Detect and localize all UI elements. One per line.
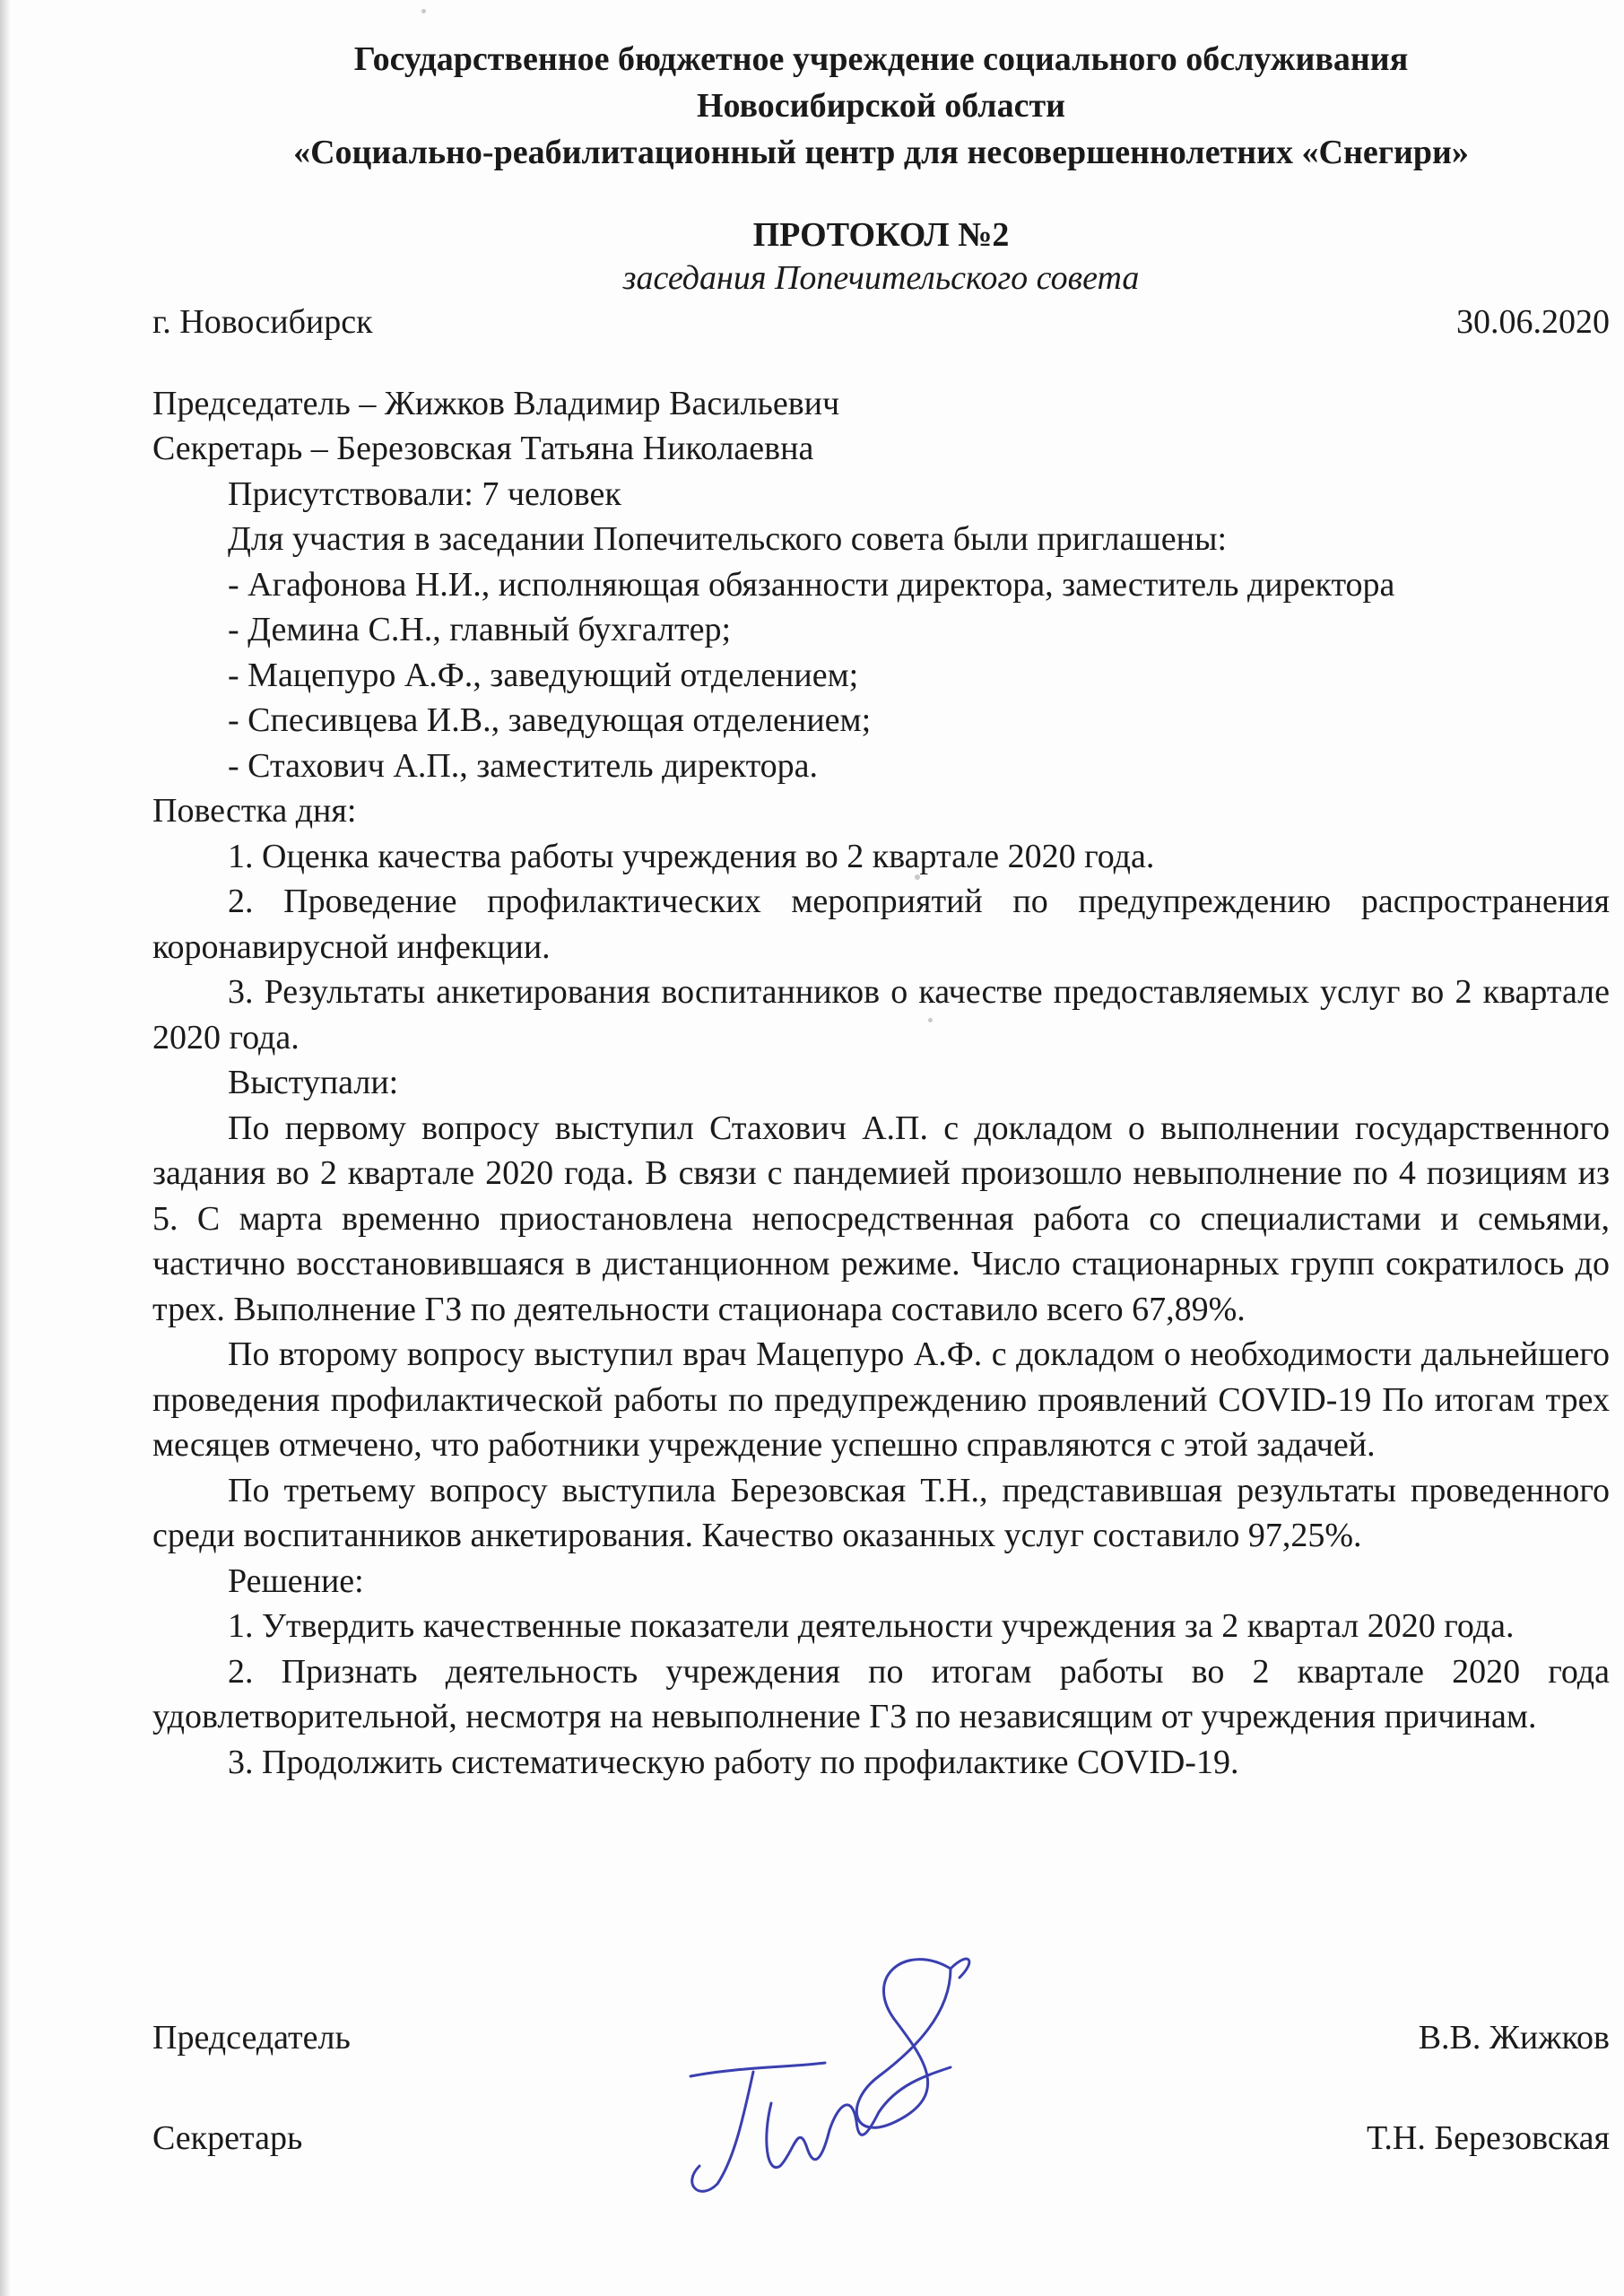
spoke-heading: Выступали: — [228, 1064, 399, 1101]
decision-heading: Решение: — [228, 1561, 364, 1600]
signature-stroke — [690, 2063, 825, 2076]
invited-item: - Агафонова Н.И., исполняющая обязанности директора, заместитель директора — [228, 565, 1395, 604]
invited-item: - Спесивцева И.В., заведующая отделением; — [228, 701, 872, 739]
signature-stroke — [856, 1960, 951, 2128]
place: г. Новосибирск — [152, 303, 373, 341]
present-line: Присутствовали: 7 человек — [228, 474, 621, 513]
document-body — [152, 36, 1610, 1785]
date: 30.06.2020 — [1456, 303, 1610, 341]
chairman-role: Председатель — [152, 2019, 351, 2057]
speech-paragraph: По третьему вопросу выступила Березовская Т.Н., представившая результаты проведенного среди воспитанников анкетирования. Качество оказанных услуг составило 97,25%. — [152, 1471, 1610, 1554]
secretary-line: Секретарь – Березовская Татьяна Николаевна — [152, 430, 814, 467]
header-line: «Социально-реабилитационный центр для несовершеннолетних «Снегири» — [293, 134, 1469, 171]
agenda-heading: Повестка дня: — [152, 792, 357, 830]
secretary-name: Т.Н. Березовская — [1367, 2119, 1610, 2157]
chairman-name: В.В. Жижков — [1418, 2019, 1610, 2057]
header-line: Новосибирской области — [696, 87, 1066, 125]
signature-stroke — [767, 2103, 829, 2168]
handwritten-signature — [682, 1942, 1004, 2211]
decision-item: 2. Признать деятельность учреждения по итогам работы во 2 квартале 2020 года удовлетворительной, несмотря на невыполнение ГЗ по независящим от учреждения причинам. — [152, 1652, 1610, 1735]
chairman-line: Председатель – Жижков Владимир Васильевич — [152, 384, 840, 422]
agenda-item: 2. Проведение профилактических мероприятий по предупреждению распространения коронавирусной инфекции. — [152, 883, 1610, 966]
signature-stroke — [692, 2072, 753, 2191]
organization-header — [152, 36, 1610, 176]
speech-paragraph: По первому вопросу выступил Стахович А.П. с докладом о выполнении государственного задания во 2 квартале 2020 года. В связи с пандемией произошло невыполнение по 4 позициям из 5. С марта временно приостановлена непосредственная работа со специалистами и семьями, частично восстановившаяся в дистанционном режиме. Число стационарных групп сократилось до трех. Выполнение ГЗ по деятельности стационара составило всего 67,89%. — [152, 1109, 1610, 1328]
scan-edge-shadow — [0, 0, 11, 2296]
scan-speck — [421, 9, 426, 13]
invited-item: - Демина С.Н., главный бухгалтер; — [228, 611, 732, 648]
title-block — [152, 213, 1610, 300]
decision-item: 1. Утвердить качественные показатели деятельности учреждения за 2 квартал 2020 года. — [228, 1607, 1515, 1645]
speech-paragraph: По второму вопросу выступил врач Мацепуро А.Ф. с докладом о необходимости дальнейшего проведения профилактической работы по предупреждению проявлений COVID-19 По итогам трех месяцев отмечено, что работники учреждение успешно справляются с этой задачей. — [152, 1335, 1610, 1464]
agenda-item: 1. Оценка качества работы учреждения во 2 квартале 2020 года. — [228, 837, 1155, 875]
agenda-item: 3. Результаты анкетирования воспитанников о качестве предоставляемых услуг во 2 квартале 2020 года. — [152, 973, 1610, 1057]
invited-intro: Для участия в заседании Попечительского совета были приглашены: — [228, 520, 1228, 558]
signature-stroke — [951, 1959, 969, 1978]
header-line: Государственное бюджетное учреждение социального обслуживания — [353, 40, 1409, 78]
document-title: ПРОТОКОЛ №2 — [752, 216, 1010, 254]
decision-item: 3. Продолжить систематическую работу по профилактике COVID-19. — [228, 1743, 1239, 1781]
document-subtitle: заседания Попечительского совета — [622, 259, 1140, 297]
invited-item: - Стахович А.П., заместитель директора. — [228, 746, 819, 785]
invited-item: - Мацепуро А.Ф., заведующий отделением; — [228, 656, 859, 694]
place-date-row — [152, 300, 1610, 345]
secretary-role: Секретарь — [152, 2119, 303, 2157]
